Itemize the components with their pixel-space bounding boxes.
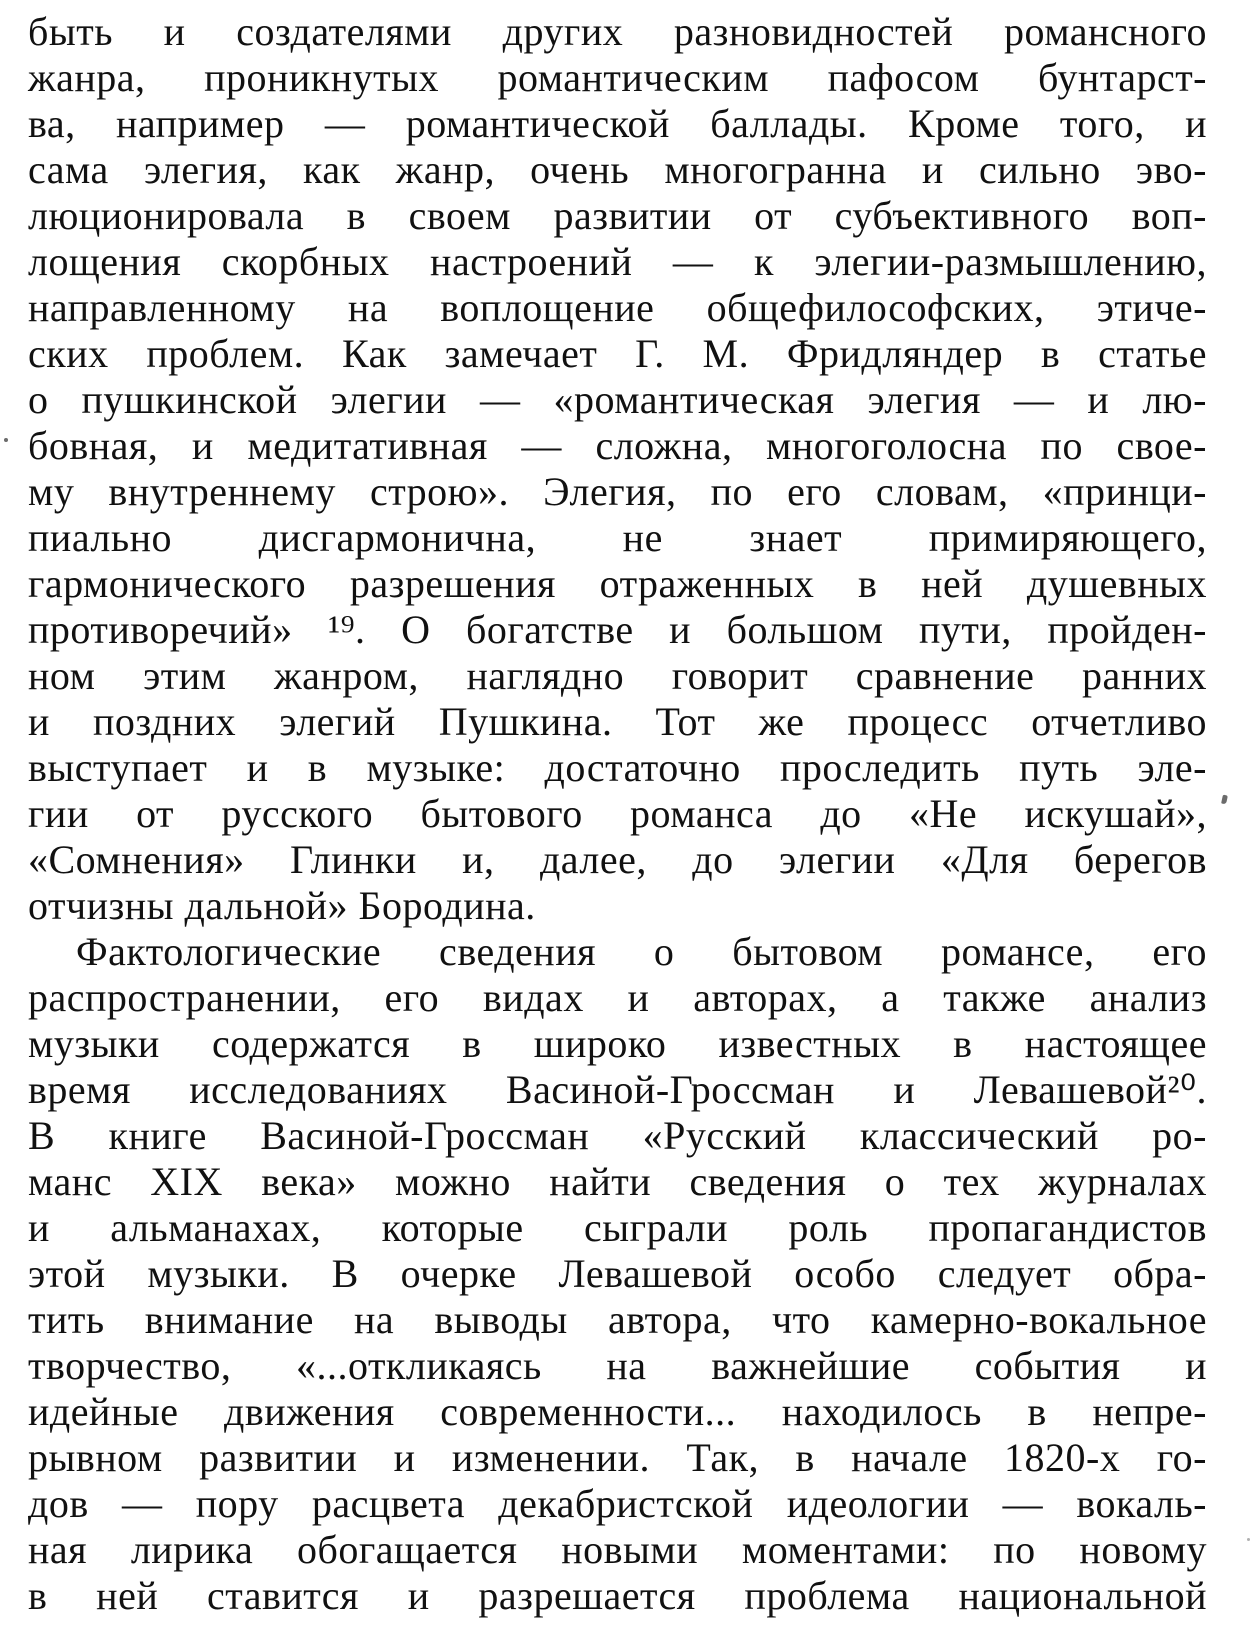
text-line: выступает и в музыке: достаточно проследить путь эле- (28, 745, 1207, 790)
text-line: люционировала в своем развитии от субъективного воп- (28, 193, 1207, 238)
text-line: ная лирика обогащается новыми моментами: по новому (28, 1527, 1207, 1572)
text-line: лощения скорбных настроений — к элегии-размышлению, (28, 239, 1207, 284)
text-line: гии от русского бытового романса до «Не искушай», (28, 791, 1207, 836)
text-line: «Сомнения» Глинки и, далее, до элегии «Для берегов (28, 837, 1207, 882)
text-line: тить внимание на выводы автора, что камерно-вокальное (28, 1297, 1207, 1342)
text-line: в ней ставится и разрешается проблема национальной (28, 1573, 1207, 1618)
text-line: сама элегия, как жанр, очень многогранна и сильно эво- (28, 147, 1207, 192)
text-line: и альманахах, которые сыграли роль пропагандистов (28, 1205, 1207, 1250)
text-line: манс XIX века» можно найти сведения о тех журналах (28, 1159, 1207, 1204)
text-line: В книге Васиной-Гроссман «Русский классический ро- (28, 1113, 1207, 1158)
text-line: этой музыки. В очерке Левашевой особо следует обра- (28, 1251, 1207, 1296)
text-line: ва, например — романтической баллады. Кроме того, и (28, 101, 1207, 146)
text-line: творчество, «...откликаясь на важнейшие события и (28, 1343, 1207, 1388)
text-line: идейные движения современности... находилось в непре- (28, 1389, 1207, 1434)
text-line: и поздних элегий Пушкина. Тот же процесс отчетливо (28, 699, 1207, 744)
text-line: Фактологические сведения о бытовом романсе, его (76, 929, 1207, 974)
text-line: дов — пору расцвета декабристской идеологии — вокаль- (28, 1481, 1207, 1526)
text-line: музыки содержатся в широко известных в настоящее (28, 1021, 1207, 1066)
text-line-with-footnote-20: время исследованиях Васиной-Гроссман и Левашевой²⁰. (28, 1067, 1207, 1112)
text-line-with-footnote-19: противоречий» ¹⁹. О богатстве и большом пути, пройден- (28, 607, 1207, 652)
text-line: направленному на воплощение общефилософских, этиче- (28, 285, 1207, 330)
text-line: быть и создателями других разновидностей романсного (28, 9, 1207, 54)
ink-speck (1247, 1538, 1250, 1541)
text-line: му внутреннему строю». Элегия, по его словам, «принци- (28, 469, 1207, 514)
text-line: ном этим жанром, наглядно говорит сравнение ранних (28, 653, 1207, 698)
text-line: отчизны дальной» Бородина. (28, 883, 536, 928)
text-line: гармонического разрешения отраженных в ней душевных (28, 561, 1207, 606)
text-line: жанра, проникнутых романтическим пафосом бунтарст- (28, 55, 1207, 100)
paragraph-2 (28, 929, 1207, 1619)
text-line: пиально дисгармонична, не знает примиряющего, (28, 515, 1207, 560)
text-line: о пушкинской элегии — «романтическая элегия — и лю- (28, 377, 1207, 422)
text-line: распространении, его видах и авторах, а также анализ (28, 975, 1207, 1020)
text-line: бовная, и медитативная — сложна, многоголосна по свое- (28, 423, 1207, 468)
text-line: рывном развитии и изменении. Так, в начале 1820-х го- (28, 1435, 1207, 1480)
paragraph-1 (28, 9, 1207, 929)
text-line: ских проблем. Как замечает Г. М. Фридляндер в статье (28, 331, 1207, 376)
ink-speck (4, 438, 8, 442)
